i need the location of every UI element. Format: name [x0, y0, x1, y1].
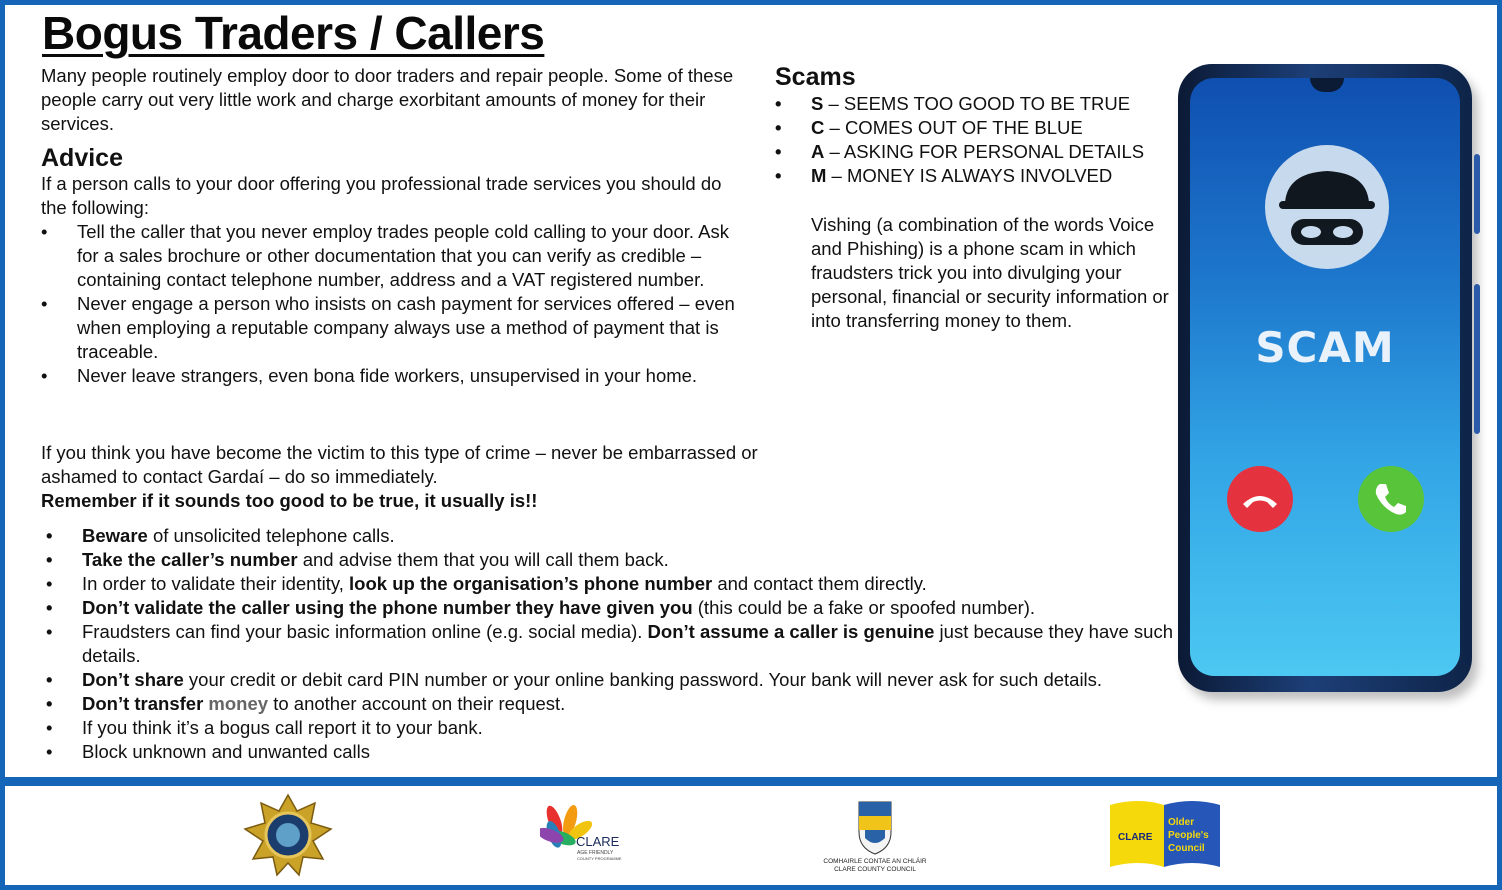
svg-text:CLARE: CLARE [1118, 832, 1153, 843]
list-item: • Don’t transfer money to another account on their request. [46, 693, 566, 714]
footer-divider [0, 777, 1502, 786]
accept-call-icon [1358, 466, 1424, 532]
svg-text:AGE FRIENDLY: AGE FRIENDLY [577, 850, 614, 856]
burglar-avatar-icon [1265, 145, 1389, 269]
phone-tips-list [46, 524, 1196, 764]
svg-text:Council: Council [1168, 843, 1205, 854]
vishing-paragraph: Vishing (a combination of the words Voice and Phishing) is a phone scam in which fraudsters trick you into divulging your personal, financial or security information or into transferring money to them. [811, 214, 1169, 331]
intro-paragraph: Many people routinely employ door to door traders and repair people. Some of these people carry out very little work and charge exorbitant amounts of money for their services. [41, 65, 734, 134]
list-item: • If you think it’s a bogus call report it to your bank. [46, 717, 483, 738]
list-item: • Beware of unsolicited telephone calls. [46, 525, 395, 546]
advice-lead: If a person calls to your door offering you professional trade services you should do the following: [41, 173, 722, 218]
clare-county-council-logo [815, 798, 935, 878]
list-item: • Fraudsters can find your basic information online (e.g. social media). Don’t assume a caller is genuine just because they have such details. [46, 621, 1174, 666]
list-item: • In order to validate their identity, look up the organisation’s phone number and contact them directly. [46, 573, 927, 594]
page-title: Bogus Traders / Callers [42, 7, 545, 59]
clare-age-friendly-logo [540, 800, 635, 872]
scams-acronym-list [775, 92, 1185, 188]
list-item: • C – COMES OUT OF THE BLUE [775, 117, 1083, 138]
svg-text:People's: People's [1168, 830, 1209, 841]
svg-text:COUNTY PROGRAMME: COUNTY PROGRAMME [577, 856, 622, 861]
list-item: • Never leave strangers, even bona fide workers, unsupervised in your home. [41, 365, 698, 386]
scam-caller-label: SCAM [1255, 323, 1395, 372]
list-item: • Block unknown and unwanted calls [46, 741, 370, 762]
phone-notch [1310, 78, 1344, 92]
list-item: • Tell the caller that you never employ trades people cold calling to your door. Ask for a sales brochure or other documentation that you can verify as credible – containing contact telephone number, address and a VAT registered number. [41, 221, 729, 290]
list-item: • Take the caller’s number and advise them that you will call them back. [46, 549, 669, 570]
list-item: • Don’t validate the caller using the phone number they have given you (this could be a fake or spoofed number). [46, 597, 1036, 618]
phone-side-button [1474, 154, 1480, 234]
older-peoples-council-logo [1108, 797, 1222, 873]
advice-section [41, 172, 741, 388]
scams-heading: Scams [775, 63, 856, 91]
garda-logo [243, 793, 333, 877]
council-name: COMHAIRLE CONTAE AN CHLÁIR CLARE COUNTY COUNCIL [823, 858, 927, 873]
svg-text:Older: Older [1168, 817, 1195, 828]
list-item: • Never engage a person who insists on cash payment for services offered – even when employing a reputable company always use a method of payment that is traceable. [41, 293, 735, 362]
remember-note: Remember if it sounds too good to be true, it usually is!! [41, 490, 538, 511]
advice-list [41, 220, 741, 388]
phone-screen [1190, 78, 1460, 676]
list-item: • Don’t share your credit or debit card PIN number or your online banking password. Your bank will never ask for such details. [46, 669, 1103, 690]
svg-text:CLARE: CLARE [576, 834, 620, 849]
advice-heading: Advice [41, 144, 123, 172]
list-item: • A – ASKING FOR PERSONAL DETAILS [775, 141, 1145, 162]
victim-paragraph: If you think you have become the victim to this type of crime – never be embarrassed or ashamed to contact Gardaí – do so immediately. [41, 442, 758, 487]
victim-advice [41, 441, 761, 513]
list-item: • S – SEEMS TOO GOOD TO BE TRUE [775, 93, 1131, 114]
decline-call-icon [1227, 466, 1293, 532]
scam-call-phone-illustration [1175, 64, 1480, 696]
phone-side-button [1474, 284, 1480, 434]
list-item: • M – MONEY IS ALWAYS INVOLVED [775, 165, 1113, 186]
